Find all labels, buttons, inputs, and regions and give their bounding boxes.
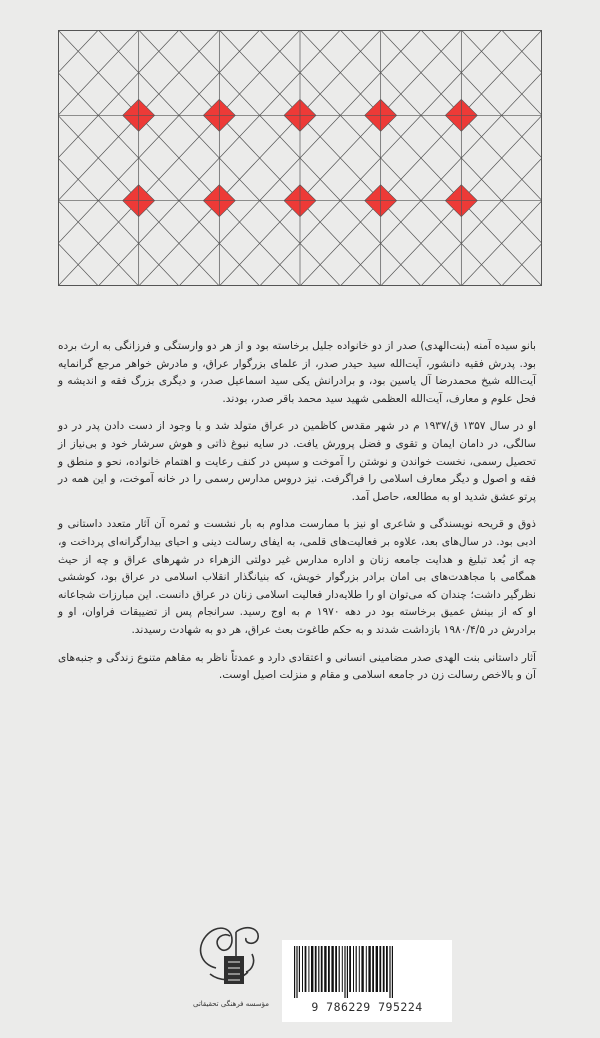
barcode-bar <box>366 946 367 992</box>
paragraph-3: ذوق و قریحه نویسندگی و شاعری او نیز با ممارست مداوم به بار نشست و ثمره آن آثار متعدد داستانی و ادبی بود. در سال‌های بعد، علاوه بر فعالیت‌های قلمی، به ایفای رسالت دینی و احیای بیدارگرانه‌ای پرداخت و، چه از بُعد تبلیغ و هدایت جامعه زنان و اداره مدارس غیر دولتی الزهراء در شهرهای عراق و چه از حیث همگامی با مجاهدت‌های بی امان برادر بزرگوار خویش، که بنیانگذار انقلاب اسلامی در عراق بود، کوششی نظرگیر داشت؛ چندان که می‌توان او را طلایه‌دار فعالیت اسلامی زنان در عراق دانست. این مبارزات شجاعانه او که از بینش عمیق برخاسته بود در دهه ۱۹۷۰ م به اوج رسید. سرانجام پس از تضییقات فراوان، او و برادرش در ۱۹۸۰/۴/۵ بازداشت شدند و به حکم طاغوت بعث عراق، هر دو به شهادت رسیدند. <box>58 518 536 636</box>
barcode-bar <box>342 946 343 992</box>
barcode-bars <box>290 946 444 998</box>
paragraph-2: او در سال ۱۳۵۷ ق/۱۹۳۷ م در شهر مقدس کاظمین در عراق متولد شد و با وجود از دست دادن پدر در دو سالگی، در دامان ایمان و تقوی و فضل پرورش یافت. در سایه نبوغ ذاتی و هوش سرشار خود و بی‌نیاز از تحصیل رسمی، نخست خواندن و نوشتن را آموخت و سپس در کنف رعایت و اهتمام خانواده، نحو و منطق و فقه و اصول و دیگر معارف اسلامی را فراگرفت. نیز دروس مدارس رسمی را در خانه آموخت، و این همه در پرتو عشق شدید او به مطالعه، حاصل آمد. <box>58 420 537 503</box>
barcode-bar <box>376 946 378 992</box>
barcode-bar <box>318 946 319 992</box>
barcode-bar <box>383 946 385 992</box>
barcode-bar <box>372 946 374 992</box>
geometric-pattern <box>58 30 542 286</box>
barcode-bar <box>386 946 388 992</box>
barcode-bar <box>294 946 295 998</box>
biography-text <box>58 338 536 695</box>
barcode-bar <box>299 946 300 992</box>
barcode-bar <box>302 946 303 992</box>
barcode-bar <box>296 946 297 998</box>
barcode-bar <box>321 946 323 992</box>
barcode-bar <box>311 946 313 992</box>
barcode-bar <box>349 946 351 992</box>
barcode-bar <box>379 946 381 992</box>
barcode-bar <box>392 946 393 998</box>
isbn-barcode <box>282 940 452 1022</box>
barcode-bar <box>356 946 357 992</box>
barcode-bar <box>308 946 309 992</box>
barcode-bar <box>389 946 390 998</box>
barcode-bar <box>347 946 348 998</box>
barcode-bar <box>335 946 337 992</box>
barcode-bar <box>328 946 330 992</box>
barcode-bar <box>359 946 360 992</box>
barcode-bar <box>339 946 340 992</box>
paragraph-1: بانو سیده آمنه (بنت‌الهدی) صدر از دو خانواده جلیل برخاسته بود و از هر دو وارستگی و فرزانگی به ارث برده بود. پدرش فقیه دانشور، آیت‌الله سید حیدر صدر، از علمای بزرگوار عراق، و مادرش خواهر مرجع گرانمایه آیت‌الله شیخ محمدرضا آل یاسین بود، و برادرانش یکی سید اسماعیل صدر، و دیگری بزرگ فقه و اندیشه و فحل علوم و معارف، آیت‌الله العظمی شهید سید محمد باقر صدر، بودند. <box>58 340 536 405</box>
publisher-logo <box>186 910 276 1010</box>
isbn-digits: 9 786229 795224 <box>311 1000 423 1014</box>
barcode-bar <box>324 946 326 992</box>
barcode-bar <box>353 946 354 992</box>
barcode-bar <box>331 946 333 992</box>
barcode-bar <box>368 946 370 992</box>
barcode-bar <box>361 946 363 992</box>
barcode-bar <box>344 946 345 998</box>
publisher-name: مؤسسه فرهنگی تحقیقاتی <box>193 1000 269 1008</box>
barcode-bar <box>305 946 307 992</box>
paragraph-4: آثار داستانی بنت الهدی صدر مضامینی انسانی و اعتقادی دارد و عمدتاً ناظر به مقاهم متنوع زندگی و جنبه‌های آن و بالاخص رسالت زن در جامعه اسلامی و مقام و منزلت اصیل اوست. <box>58 651 536 682</box>
barcode-bar <box>315 946 317 992</box>
publisher-logo-icon <box>186 910 276 1000</box>
